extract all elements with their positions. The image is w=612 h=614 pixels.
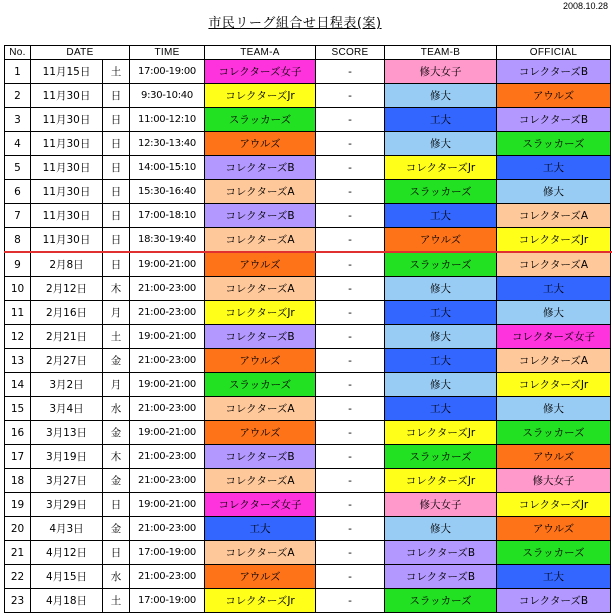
row-time-cell: 21:00-23:00 — [130, 445, 205, 469]
row-time-cell: 21:00-23:00 — [130, 277, 205, 301]
row-team-a-cell: スラッカーズ — [205, 108, 316, 132]
row-team-a-cell: アウルズ — [205, 132, 316, 156]
row-date-cell: 2月21日 — [31, 325, 103, 349]
row-official-cell: コレクターズA — [497, 252, 611, 277]
row-official-cell: 修大 — [497, 397, 611, 421]
table-row — [5, 325, 611, 349]
row-date-cell: 2月8日 — [31, 252, 103, 277]
row-team-b-cell: 工大 — [385, 301, 497, 325]
row-team-a-cell: アウルズ — [205, 252, 316, 277]
row-team-b-cell: 修大 — [385, 84, 497, 108]
row-score-cell: - — [316, 301, 385, 325]
col-header-time: TIME — [130, 46, 205, 60]
table-row — [5, 565, 611, 589]
row-score-cell: - — [316, 349, 385, 373]
row-date-cell: 11月30日 — [31, 180, 103, 204]
row-no-cell: 21 — [5, 541, 31, 565]
row-team-a-cell: コレクターズ女子 — [205, 60, 316, 84]
row-team-a-cell: コレクターズA — [205, 469, 316, 493]
row-time-cell: 21:00-23:00 — [130, 301, 205, 325]
row-score-cell: - — [316, 325, 385, 349]
row-no-cell: 16 — [5, 421, 31, 445]
row-weekday-cell: 日 — [103, 84, 130, 108]
row-score-cell: - — [316, 84, 385, 108]
row-weekday-cell: 水 — [103, 397, 130, 421]
row-weekday-cell: 水 — [103, 565, 130, 589]
row-weekday-cell: 日 — [103, 493, 130, 517]
row-score-cell: - — [316, 421, 385, 445]
table-row — [5, 84, 611, 108]
row-official-cell: コレクターズA — [497, 204, 611, 228]
row-weekday-cell: 日 — [103, 541, 130, 565]
row-no-cell: 5 — [5, 156, 31, 180]
table-row — [5, 469, 611, 493]
table-row — [5, 445, 611, 469]
row-no-cell: 19 — [5, 493, 31, 517]
row-date-cell: 3月19日 — [31, 445, 103, 469]
row-score-cell: - — [316, 445, 385, 469]
table-row — [5, 252, 611, 277]
row-date-cell: 3月4日 — [31, 397, 103, 421]
row-no-cell: 4 — [5, 132, 31, 156]
row-official-cell: コレクターズB — [497, 589, 611, 613]
row-weekday-cell: 土 — [103, 589, 130, 613]
col-header-score: SCORE — [316, 46, 385, 60]
row-score-cell: - — [316, 541, 385, 565]
date-stamp: 2008.10.28 — [562, 1, 608, 11]
row-date-cell: 11月30日 — [31, 132, 103, 156]
row-no-cell: 20 — [5, 517, 31, 541]
page-title: 市民リーグ組合せ日程表(案) — [208, 16, 382, 31]
row-date-cell: 4月15日 — [31, 565, 103, 589]
row-team-b-cell: スラッカーズ — [385, 180, 497, 204]
row-official-cell: コレクターズB — [497, 108, 611, 132]
row-team-b-cell: 修大 — [385, 373, 497, 397]
row-team-a-cell: コレクターズJr — [205, 589, 316, 613]
row-team-b-cell: 修大 — [385, 132, 497, 156]
row-no-cell: 7 — [5, 204, 31, 228]
row-weekday-cell: 木 — [103, 445, 130, 469]
row-time-cell: 15:30-16:40 — [130, 180, 205, 204]
row-team-b-cell: 工大 — [385, 397, 497, 421]
row-team-a-cell: アウルズ — [205, 349, 316, 373]
row-time-cell: 17:00-19:00 — [130, 60, 205, 84]
row-time-cell: 21:00-23:00 — [130, 397, 205, 421]
row-team-b-cell: 工大 — [385, 349, 497, 373]
col-header-team-b: TEAM-B — [385, 46, 497, 60]
row-time-cell: 9:30-10:40 — [130, 84, 205, 108]
row-official-cell: コレクターズJr — [497, 373, 611, 397]
row-official-cell: 修大 — [497, 301, 611, 325]
row-weekday-cell: 金 — [103, 421, 130, 445]
row-official-cell: コレクターズJr — [497, 228, 611, 253]
row-official-cell: コレクターズB — [497, 60, 611, 84]
row-official-cell: アウルズ — [497, 445, 611, 469]
row-no-cell: 9 — [5, 252, 31, 277]
row-date-cell: 11月30日 — [31, 156, 103, 180]
row-official-cell: 修大女子 — [497, 469, 611, 493]
row-score-cell: - — [316, 589, 385, 613]
row-official-cell: コレクターズA — [497, 349, 611, 373]
row-team-b-cell: 工大 — [385, 204, 497, 228]
row-score-cell: - — [316, 180, 385, 204]
col-header-official: OFFICIAL — [497, 46, 611, 60]
row-date-cell: 11月30日 — [31, 204, 103, 228]
row-no-cell: 22 — [5, 565, 31, 589]
schedule-table — [4, 45, 611, 613]
row-team-a-cell: コレクターズA — [205, 180, 316, 204]
row-time-cell: 19:00-21:00 — [130, 325, 205, 349]
row-official-cell: アウルズ — [497, 84, 611, 108]
row-weekday-cell: 日 — [103, 252, 130, 277]
table-row — [5, 373, 611, 397]
row-team-b-cell: コレクターズB — [385, 541, 497, 565]
row-date-cell: 4月18日 — [31, 589, 103, 613]
row-time-cell: 21:00-23:00 — [130, 517, 205, 541]
table-row — [5, 349, 611, 373]
row-score-cell: - — [316, 252, 385, 277]
row-time-cell: 19:00-21:00 — [130, 252, 205, 277]
row-official-cell: 工大 — [497, 277, 611, 301]
row-score-cell: - — [316, 565, 385, 589]
row-score-cell: - — [316, 493, 385, 517]
table-row — [5, 277, 611, 301]
row-score-cell: - — [316, 204, 385, 228]
row-official-cell: スラッカーズ — [497, 541, 611, 565]
row-weekday-cell: 月 — [103, 373, 130, 397]
row-no-cell: 10 — [5, 277, 31, 301]
row-date-cell: 11月15日 — [31, 60, 103, 84]
row-time-cell: 21:00-23:00 — [130, 349, 205, 373]
row-team-b-cell: コレクターズJr — [385, 469, 497, 493]
row-date-cell: 4月3日 — [31, 517, 103, 541]
row-score-cell: - — [316, 156, 385, 180]
row-official-cell: スラッカーズ — [497, 421, 611, 445]
table-row — [5, 541, 611, 565]
row-team-a-cell: コレクターズA — [205, 397, 316, 421]
row-team-b-cell: 工大 — [385, 108, 497, 132]
row-weekday-cell: 日 — [103, 228, 130, 253]
row-weekday-cell: 金 — [103, 517, 130, 541]
row-official-cell: 修大 — [497, 180, 611, 204]
row-date-cell: 4月12日 — [31, 541, 103, 565]
schedule-body — [5, 60, 611, 613]
table-row — [5, 108, 611, 132]
table-row — [5, 517, 611, 541]
row-no-cell: 12 — [5, 325, 31, 349]
row-no-cell: 13 — [5, 349, 31, 373]
row-official-cell: 工大 — [497, 565, 611, 589]
row-date-cell: 2月12日 — [31, 277, 103, 301]
row-score-cell: - — [316, 108, 385, 132]
row-team-a-cell: コレクターズB — [205, 445, 316, 469]
row-no-cell: 6 — [5, 180, 31, 204]
row-team-b-cell: コレクターズB — [385, 565, 497, 589]
row-team-b-cell: アウルズ — [385, 228, 497, 253]
row-weekday-cell: 月 — [103, 301, 130, 325]
row-date-cell: 2月27日 — [31, 349, 103, 373]
row-weekday-cell: 日 — [103, 156, 130, 180]
row-weekday-cell: 金 — [103, 469, 130, 493]
row-date-cell: 3月27日 — [31, 469, 103, 493]
row-official-cell: コレクターズJr — [497, 493, 611, 517]
row-date-cell: 11月30日 — [31, 228, 103, 253]
table-row — [5, 397, 611, 421]
row-time-cell: 12:30-13:40 — [130, 132, 205, 156]
row-no-cell: 17 — [5, 445, 31, 469]
row-team-b-cell: 修大女子 — [385, 493, 497, 517]
row-no-cell: 11 — [5, 301, 31, 325]
col-header-team-a: TEAM-A — [205, 46, 316, 60]
row-time-cell: 19:00-21:00 — [130, 493, 205, 517]
row-official-cell: 工大 — [497, 156, 611, 180]
row-no-cell: 8 — [5, 228, 31, 253]
row-team-a-cell: コレクターズA — [205, 228, 316, 253]
row-score-cell: - — [316, 469, 385, 493]
row-no-cell: 1 — [5, 60, 31, 84]
row-team-a-cell: アウルズ — [205, 421, 316, 445]
row-team-a-cell: 工大 — [205, 517, 316, 541]
row-time-cell: 17:00-19:00 — [130, 589, 205, 613]
row-no-cell: 14 — [5, 373, 31, 397]
table-row — [5, 421, 611, 445]
row-weekday-cell: 金 — [103, 349, 130, 373]
row-date-cell: 3月29日 — [31, 493, 103, 517]
row-team-a-cell: コレクターズ女子 — [205, 493, 316, 517]
row-score-cell: - — [316, 397, 385, 421]
row-no-cell: 2 — [5, 84, 31, 108]
row-weekday-cell: 日 — [103, 180, 130, 204]
table-row — [5, 204, 611, 228]
row-no-cell: 23 — [5, 589, 31, 613]
row-team-a-cell: アウルズ — [205, 565, 316, 589]
row-score-cell: - — [316, 132, 385, 156]
row-official-cell: アウルズ — [497, 517, 611, 541]
table-row — [5, 493, 611, 517]
row-score-cell: - — [316, 373, 385, 397]
row-team-b-cell: スラッカーズ — [385, 252, 497, 277]
row-time-cell: 21:00-23:00 — [130, 469, 205, 493]
row-team-a-cell: コレクターズJr — [205, 84, 316, 108]
row-no-cell: 15 — [5, 397, 31, 421]
row-team-b-cell: 修大 — [385, 325, 497, 349]
row-weekday-cell: 土 — [103, 325, 130, 349]
row-time-cell: 17:00-18:10 — [130, 204, 205, 228]
row-time-cell: 14:00-15:10 — [130, 156, 205, 180]
row-official-cell: スラッカーズ — [497, 132, 611, 156]
row-team-a-cell: コレクターズB — [205, 204, 316, 228]
row-time-cell: 19:00-21:00 — [130, 373, 205, 397]
row-date-cell: 2月16日 — [31, 301, 103, 325]
row-time-cell: 21:00-23:00 — [130, 565, 205, 589]
table-row — [5, 156, 611, 180]
separator-line-extension — [310, 251, 612, 253]
row-team-b-cell: スラッカーズ — [385, 445, 497, 469]
row-team-b-cell: コレクターズJr — [385, 421, 497, 445]
row-weekday-cell: 木 — [103, 277, 130, 301]
header-row — [5, 46, 611, 60]
row-score-cell: - — [316, 60, 385, 84]
row-weekday-cell: 日 — [103, 132, 130, 156]
row-weekday-cell: 日 — [103, 108, 130, 132]
row-time-cell: 11:00-12:10 — [130, 108, 205, 132]
row-team-b-cell: スラッカーズ — [385, 589, 497, 613]
row-time-cell: 17:00-19:00 — [130, 541, 205, 565]
row-score-cell: - — [316, 277, 385, 301]
row-score-cell: - — [316, 517, 385, 541]
row-time-cell: 18:30-19:40 — [130, 228, 205, 253]
row-team-a-cell: コレクターズB — [205, 156, 316, 180]
table-row — [5, 180, 611, 204]
row-team-a-cell: コレクターズA — [205, 541, 316, 565]
table-row — [5, 589, 611, 613]
row-team-b-cell: 修大女子 — [385, 60, 497, 84]
table-row — [5, 228, 611, 253]
table-row — [5, 60, 611, 84]
col-header-no: No. — [5, 46, 31, 60]
row-no-cell: 18 — [5, 469, 31, 493]
row-team-a-cell: コレクターズA — [205, 277, 316, 301]
row-date-cell: 11月30日 — [31, 84, 103, 108]
row-date-cell: 11月30日 — [31, 108, 103, 132]
row-team-b-cell: 修大 — [385, 277, 497, 301]
row-team-a-cell: コレクターズJr — [205, 301, 316, 325]
table-row — [5, 301, 611, 325]
row-no-cell: 3 — [5, 108, 31, 132]
row-date-cell: 3月2日 — [31, 373, 103, 397]
row-team-b-cell: 修大 — [385, 517, 497, 541]
row-team-a-cell: スラッカーズ — [205, 373, 316, 397]
row-team-a-cell: コレクターズB — [205, 325, 316, 349]
row-date-cell: 3月13日 — [31, 421, 103, 445]
row-team-b-cell: コレクターズJr — [385, 156, 497, 180]
row-official-cell: コレクターズ女子 — [497, 325, 611, 349]
table-row — [5, 132, 611, 156]
row-weekday-cell: 日 — [103, 204, 130, 228]
row-score-cell: - — [316, 228, 385, 253]
row-weekday-cell: 土 — [103, 60, 130, 84]
col-header-date: DATE — [31, 46, 130, 60]
row-time-cell: 19:00-21:00 — [130, 421, 205, 445]
